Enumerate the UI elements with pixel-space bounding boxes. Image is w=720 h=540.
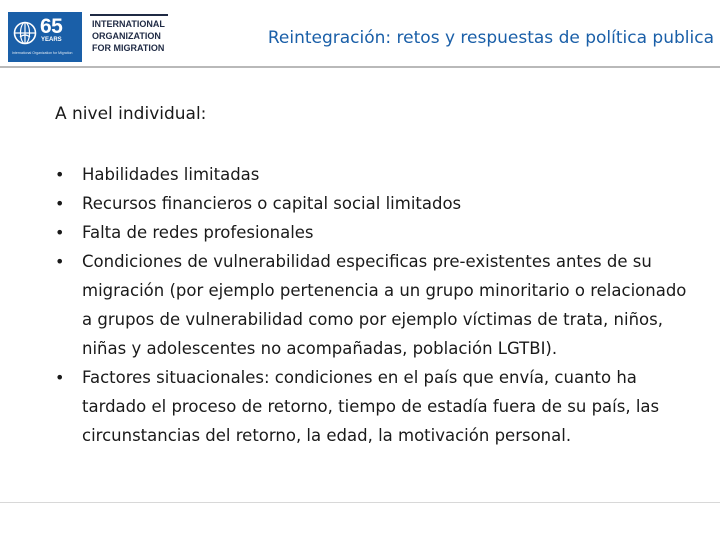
- logo-tagline: International Organization for Migration: [12, 51, 73, 55]
- iom-logo: [8, 12, 82, 62]
- org-name-divider: [90, 14, 168, 16]
- footer-divider: [0, 502, 720, 503]
- header-divider: [0, 66, 720, 68]
- list-item: [55, 218, 695, 247]
- list-item-text: Habilidades limitadas: [82, 165, 260, 184]
- logo-anniversary-number: 65: [40, 15, 63, 38]
- org-name-line: FOR MIGRATION: [92, 43, 165, 53]
- logo-years-label: YEARS: [41, 37, 62, 43]
- list-item: [55, 363, 695, 450]
- bullet-icon: •: [55, 252, 65, 271]
- page-title: Reintegración: retos y respuestas de política publica: [267, 28, 714, 48]
- globe-icon: [13, 21, 37, 45]
- list-item-text: Falta de redes profesionales: [82, 223, 314, 242]
- bullet-icon: •: [55, 368, 65, 387]
- bullet-icon: •: [55, 194, 65, 213]
- list-item: [55, 160, 695, 189]
- list-item-text: Condiciones de vulnerabilidad especificas pre-existentes antes de su migración (por ejemplo pertenencia a un grupo minoritario o relacionado a grupos de vulnerabilidad como por ejemplo víctimas de trata, niños, niñas y adolescentes no acompañadas, población LGTBI).: [82, 252, 687, 358]
- org-name-line: INTERNATIONAL: [92, 19, 165, 29]
- list-item: [55, 247, 695, 363]
- section-heading: A nivel individual:: [55, 104, 207, 124]
- org-name-line: ORGANIZATION: [92, 31, 161, 41]
- bullet-icon: •: [55, 165, 65, 184]
- organization-name: [92, 18, 165, 54]
- list-item-text: Recursos financieros o capital social limitados: [82, 194, 462, 213]
- bullet-list: [55, 160, 695, 450]
- bullet-icon: •: [55, 223, 65, 242]
- list-item-text: Factores situacionales: condiciones en el país que envía, cuanto ha tardado el proceso de retorno, tiempo de estadía fuera de su país, las circunstancias del retorno, la edad, la motivación personal.: [82, 368, 660, 445]
- list-item: [55, 189, 695, 218]
